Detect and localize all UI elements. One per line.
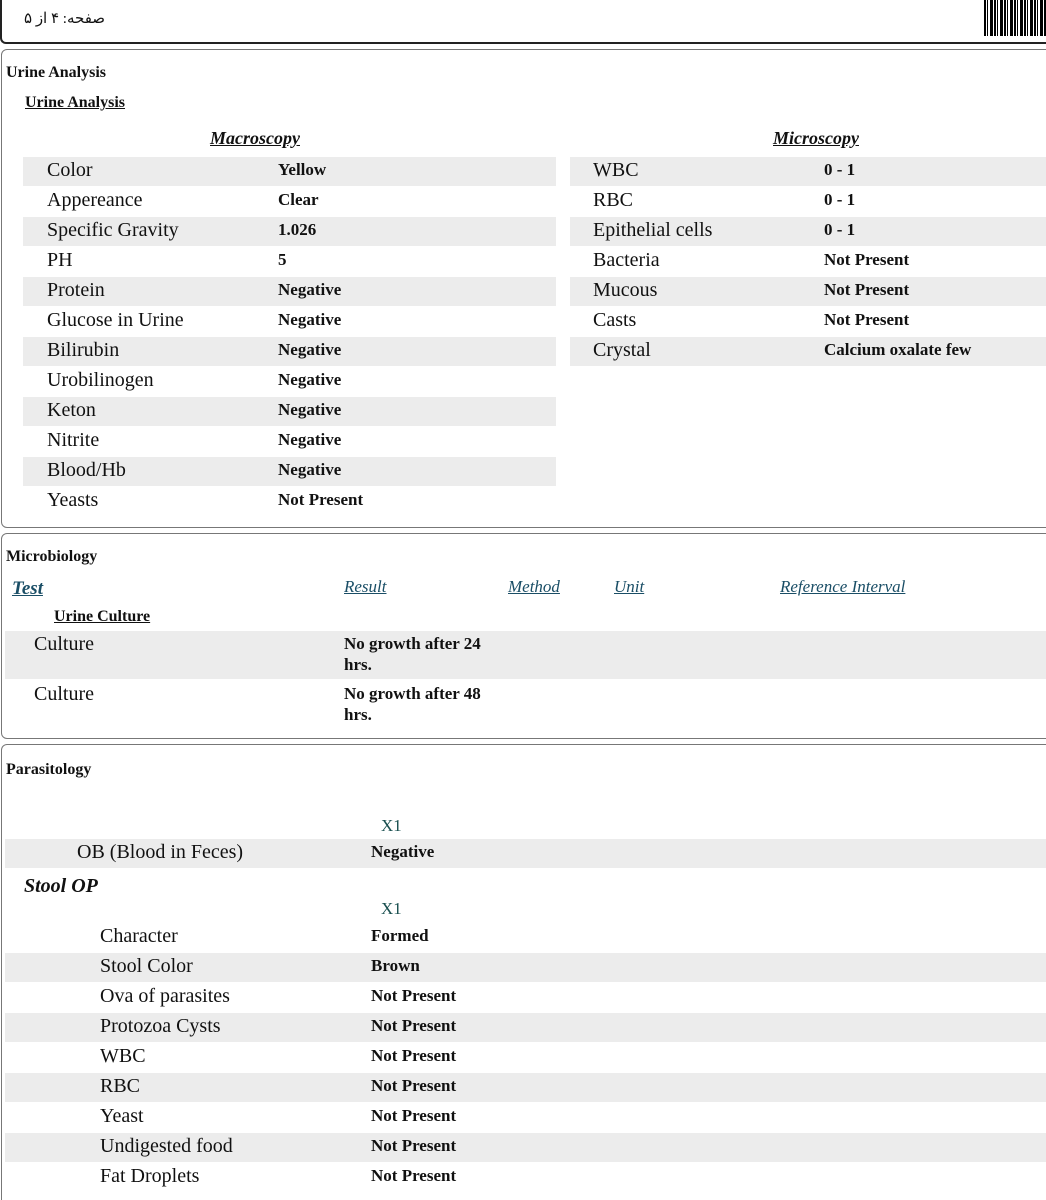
table-row [5, 983, 1046, 1012]
section-title: Urine Analysis [6, 64, 107, 81]
test-value: Yellow [278, 160, 327, 179]
test-name: Undigested food [100, 1135, 233, 1157]
test-name: Bacteria [593, 249, 660, 271]
microbiology-section [1, 533, 1046, 739]
reference-column-header: Reference Interval [780, 577, 906, 596]
page-number: صفحه: ۴ از ۵ [24, 11, 106, 27]
test-name: Casts [593, 309, 637, 331]
macroscopy-heading: Macroscopy [210, 128, 300, 148]
section-title: Parasitology [6, 761, 92, 778]
test-value: 5 [278, 250, 287, 269]
column-label-x1: X1 [381, 899, 402, 918]
test-name: Mucous [593, 279, 658, 301]
column-label-x1: X1 [381, 816, 402, 835]
table-row [5, 631, 1046, 679]
test-value: Negative [278, 430, 342, 449]
table-row [5, 923, 1046, 952]
test-value: 0 - 1 [824, 190, 856, 209]
table-row [570, 187, 1046, 216]
test-column-header: Test [12, 578, 43, 599]
test-name: Nitrite [47, 429, 100, 451]
test-value: Not Present [371, 1106, 457, 1125]
test-value: Not Present [371, 1166, 457, 1185]
table-row [23, 337, 556, 366]
test-name: WBC [593, 159, 639, 181]
test-value: Not Present [824, 310, 910, 329]
test-result-line2: hrs. [344, 705, 372, 724]
table-row [5, 1133, 1046, 1162]
test-value: Calcium oxalate few [824, 340, 972, 359]
test-value: Not Present [371, 1136, 457, 1155]
table-row [23, 427, 556, 456]
test-value: Negative [278, 340, 342, 359]
microscopy-heading: Microscopy [773, 128, 859, 148]
section-subtitle: Urine Analysis [25, 94, 126, 111]
table-row [23, 217, 556, 246]
test-name: Appereance [47, 189, 143, 211]
parasitology-section [1, 744, 1046, 1200]
test-name: Yeast [100, 1105, 144, 1127]
test-value: Not Present [278, 490, 364, 509]
test-value: Not Present [371, 1016, 457, 1035]
table-row [570, 247, 1046, 276]
table-row [570, 277, 1046, 306]
test-name: Character [100, 925, 178, 947]
table-row [23, 277, 556, 306]
table-row [5, 1013, 1046, 1042]
test-name: Specific Gravity [47, 219, 179, 241]
test-name: OB (Blood in Feces) [77, 841, 244, 863]
table-row [5, 681, 1046, 729]
table-row [5, 1073, 1046, 1102]
test-value: 0 - 1 [824, 220, 856, 239]
test-value: Negative [278, 370, 342, 389]
test-value: Not Present [371, 1046, 457, 1065]
test-name: Stool Color [100, 955, 193, 977]
stool-op-heading: Stool OP [24, 875, 98, 897]
test-name: Protozoa Cysts [100, 1015, 221, 1037]
test-result-line1: No growth after 48 [344, 684, 481, 703]
test-value: Not Present [824, 280, 910, 299]
table-row [23, 187, 556, 216]
test-name: Color [47, 159, 93, 181]
table-row [570, 217, 1046, 246]
table-row [23, 307, 556, 336]
table-row [5, 1163, 1046, 1192]
test-value: Brown [371, 956, 420, 975]
test-name: Ova of parasites [100, 985, 230, 1007]
table-row [570, 307, 1046, 336]
test-name: PH [47, 249, 73, 271]
section-title: Microbiology [6, 548, 98, 565]
test-name: Culture [34, 683, 94, 705]
test-value: Negative [278, 310, 342, 329]
unit-column-header: Unit [614, 577, 645, 596]
test-name: Fat Droplets [100, 1165, 200, 1187]
test-value: Not Present [371, 1076, 457, 1095]
test-value: Not Present [371, 986, 457, 1005]
table-row [5, 1103, 1046, 1132]
page-header [0, 0, 1046, 44]
test-name: WBC [100, 1045, 146, 1067]
test-name: RBC [593, 189, 634, 211]
test-name: Crystal [593, 339, 651, 361]
test-name: Epithelial cells [593, 219, 713, 241]
test-name: Bilirubin [47, 339, 120, 361]
test-value: Negative [278, 280, 342, 299]
test-value: Negative [371, 842, 435, 861]
group-heading: Urine Culture [54, 608, 151, 625]
table-row [23, 247, 556, 276]
test-value: Negative [278, 460, 342, 479]
test-name: Protein [47, 279, 105, 301]
table-row [5, 953, 1046, 982]
table-row [23, 487, 556, 516]
test-name: Urobilinogen [47, 369, 154, 391]
test-result-line1: No growth after 24 [344, 634, 481, 653]
urine-analysis-section [1, 49, 1046, 528]
test-name: Yeasts [47, 489, 99, 511]
table-row [570, 337, 1046, 366]
test-value: Negative [278, 400, 342, 419]
test-value: Formed [371, 926, 429, 945]
test-result-line2: hrs. [344, 655, 372, 674]
table-row [5, 839, 1046, 868]
barcode [984, 0, 1046, 36]
method-column-header: Method [508, 577, 560, 596]
test-name: Glucose in Urine [47, 309, 184, 331]
test-value: 0 - 1 [824, 160, 856, 179]
test-name: Keton [47, 399, 96, 421]
table-row [23, 367, 556, 396]
test-name: Culture [34, 633, 94, 655]
test-value: 1.026 [278, 220, 317, 239]
test-value: Not Present [824, 250, 910, 269]
table-row [5, 1043, 1046, 1072]
test-value: Clear [278, 190, 319, 209]
table-row [570, 157, 1046, 186]
test-name: RBC [100, 1075, 141, 1097]
table-row [23, 157, 556, 186]
table-row [23, 397, 556, 426]
test-name: Blood/Hb [47, 459, 126, 481]
result-column-header: Result [344, 577, 387, 596]
table-row [23, 457, 556, 486]
